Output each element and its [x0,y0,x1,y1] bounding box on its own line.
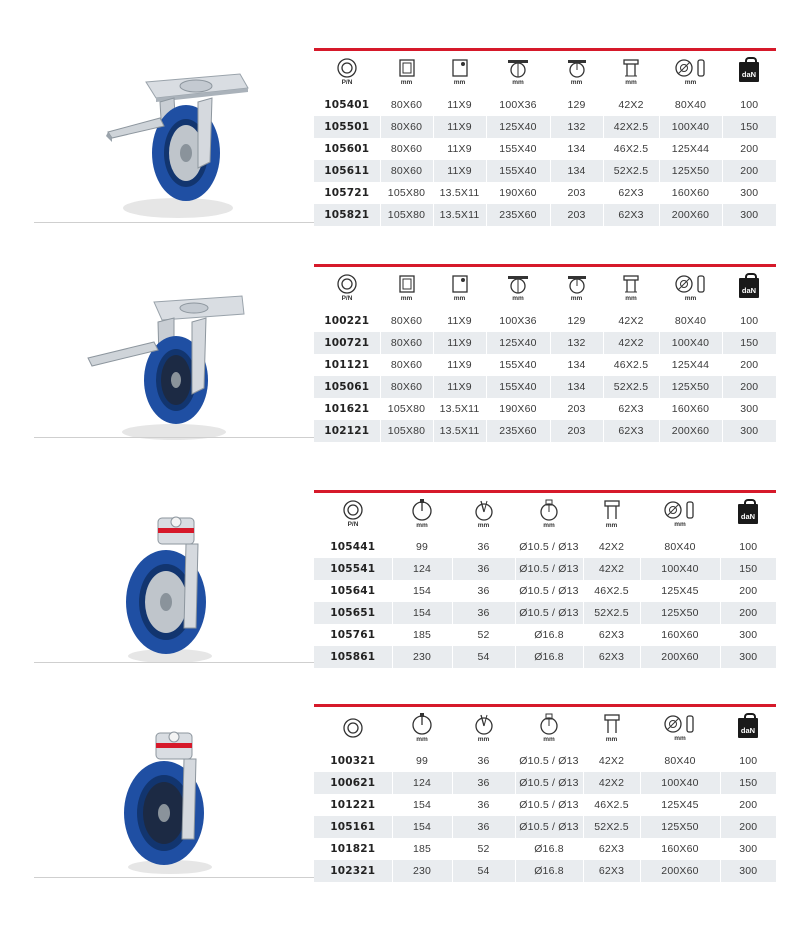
spec-cell: 11X9 [433,310,486,332]
part-number-cell: 105761 [330,628,376,641]
spec-cell: 62X3 [603,182,659,204]
wheel-width-icon [506,58,530,78]
pn-label: P/N [347,521,359,529]
unit-label: mm [625,79,637,87]
header-row [314,266,776,310]
spec-cell: 300 [720,624,776,646]
spec-cell: 200 [722,160,776,182]
wheel-diameter-icon [663,500,697,520]
spec-cell: 185 [392,838,452,860]
load-weight-icon: daN [739,278,759,298]
spec-cell: 155X40 [486,354,550,376]
washer-icon [336,274,358,294]
spec-cell: 62X3 [583,624,640,646]
spec-cell: 200 [722,354,776,376]
spec-rows [314,94,776,226]
table-row [314,536,776,558]
unit-label: mm [684,79,697,87]
spec-cell: 62X3 [603,398,659,420]
spec-cell: 134 [550,354,603,376]
spec-cell: 300 [720,838,776,860]
spec-cell: 11X9 [433,116,486,138]
table-row [314,310,776,332]
spec-cell: 46X2.5 [583,580,640,602]
spec-cell: 11X9 [433,354,486,376]
spec-cell: Ø16.8 [515,838,583,860]
part-number-cell: 105821 [314,204,380,226]
spec-cell: Ø10.5 / Ø13 [515,816,583,838]
spec-cell: 300 [720,646,776,668]
table-row [314,332,776,354]
spec-cell: Ø10.5 / Ø13 [515,772,583,794]
spec-cell: 100X36 [486,94,550,116]
spec-cell: 105X80 [380,182,433,204]
part-number-cell: 105641 [330,584,376,597]
spec-cell: 80X60 [380,310,433,332]
spec-cell: 100X40 [640,772,720,794]
part-number-cell: 102121 [314,420,380,442]
caster-image [100,510,240,665]
part-number-cell: 101121 [324,358,370,371]
spec-cell: 160X60 [659,398,722,420]
spec-cell: 36 [452,772,515,794]
spec-cell: 125X50 [640,602,720,624]
unit-label: mm [605,736,618,744]
unit-label: mm [453,79,466,87]
spec-cell: 160X60 [640,838,720,860]
spec-cell: 203 [550,182,603,204]
table-row [314,750,776,772]
spec-cell: 125X50 [659,160,722,182]
spec-cell: 100 [720,536,776,558]
spec-cell: 200 [720,816,776,838]
spec-cell: 52X2.5 [603,160,659,182]
load-weight-icon: daN [738,718,758,738]
spec-cell: 62X3 [583,860,640,882]
swivel-offset-icon [473,713,495,735]
part-number-cell: 101821 [330,842,376,855]
unit-label: mm [512,295,524,303]
spec-cell: 150 [722,116,776,138]
spec-cell: 46X2.5 [603,138,659,160]
overall-height-icon [566,58,588,78]
spec-cell: 62X3 [603,420,659,442]
spec-cell: 230 [392,646,452,668]
spec-cell: 54 [452,860,515,882]
spec-cell: 125X40 [486,116,550,138]
unit-label: mm [416,522,428,530]
spec-cell: 200 [720,602,776,624]
bolt-hole-diameter-icon [538,713,560,735]
unit-label: mm [543,736,555,744]
table-row [314,160,776,182]
unit-label: mm [570,295,583,303]
spec-cell: 125X44 [659,354,722,376]
table-row [314,420,776,442]
spec-cell: 124 [392,558,452,580]
unit-label: mm [400,79,413,87]
table-row [314,376,776,398]
spec-cell: 125X45 [640,580,720,602]
spec-cell: 300 [722,182,776,204]
spec-cell: Ø16.8 [515,860,583,882]
spec-cell: 42X2.5 [603,116,659,138]
part-number-cell: 105061 [314,376,380,398]
spec-cell: Ø16.8 [515,646,583,668]
spec-cell: 11X9 [433,332,486,354]
table-row [314,602,776,624]
spec-cell: Ø16.8 [515,624,583,646]
spec-cell: 190X60 [486,182,550,204]
spec-cell: 203 [550,204,603,226]
spec-cell: 125X50 [659,376,722,398]
spec-cell: 52X2.5 [583,602,640,624]
spec-cell: Ø10.5 / Ø13 [515,558,583,580]
spec-cell: 105X80 [380,204,433,226]
bolt-hole-plate-icon [451,58,469,78]
table-row [314,580,776,602]
overall-height-icon [411,713,433,735]
spec-cell: 200X60 [640,860,720,882]
spec-cell: 200 [720,794,776,816]
caster-image [100,725,240,875]
spec-cell: 80X40 [640,536,720,558]
part-number-cell: 105161 [314,816,392,838]
spec-table-3 [314,490,776,668]
part-number-cell: 105441 [330,540,376,553]
overall-height-icon [566,274,588,294]
spec-cell: 42X2 [603,310,659,332]
spec-cell: 155X40 [486,376,550,398]
spec-cell: 132 [550,332,603,354]
spec-cell: 13.5X11 [433,420,486,442]
spec-cell: 134 [550,138,603,160]
spec-cell: 42X2 [603,94,659,116]
spec-cell: 52X2.5 [603,376,659,398]
spec-cell: 129 [550,94,603,116]
spec-cell: 80X40 [640,750,720,772]
table-row [314,138,776,160]
spec-cell: 200 [722,376,776,398]
top-plate-icon [398,274,416,294]
spec-cell: 129 [550,310,603,332]
spec-cell: 100X40 [659,116,722,138]
part-number-cell: 105501 [314,116,380,138]
spec-cell: 154 [392,816,452,838]
table-row [314,816,776,838]
spec-cell: 155X40 [486,138,550,160]
spec-cell: 134 [550,160,603,182]
spec-cell: 100X40 [640,558,720,580]
wheel-diameter-icon [674,58,708,78]
spec-cell: 42X2 [603,332,659,354]
spec-cell: 36 [452,558,515,580]
table-row [314,398,776,420]
spec-cell: 300 [722,420,776,442]
spec-cell: 80X60 [380,376,433,398]
part-number-cell: 100621 [314,772,392,794]
table-row [314,116,776,138]
spec-cell: 99 [392,750,452,772]
spec-cell: 46X2.5 [603,354,659,376]
table-row [314,204,776,226]
caster-image [84,292,254,442]
spec-cell: Ø10.5 / Ø13 [515,536,583,558]
overall-height-icon [411,499,433,521]
spec-cell: 154 [392,602,452,624]
spec-cell: 13.5X11 [433,398,486,420]
unit-label: mm [605,522,618,530]
spec-cell: 54 [452,646,515,668]
spec-cell: 46X2.5 [583,794,640,816]
washer-icon [342,500,364,520]
spec-cell: 62X3 [603,204,659,226]
unit-label: mm [477,736,490,744]
wheel-diameter-icon [674,274,708,294]
spec-cell: 100 [722,94,776,116]
spec-cell: 36 [452,536,515,558]
part-number-cell: 105611 [314,160,380,182]
part-number-cell: 105401 [324,98,370,111]
washer-icon [342,718,364,738]
hole-spacing-icon [622,58,640,78]
spec-cell: 124 [392,772,452,794]
spec-cell: 134 [550,376,603,398]
bracket-section-icon [603,713,621,735]
spec-cell: 150 [720,558,776,580]
spec-rows [314,750,776,882]
spec-cell: 190X60 [486,398,550,420]
spec-rows [314,310,776,442]
table-row [314,558,776,580]
part-number-cell: 105721 [324,186,370,199]
table-row [314,94,776,116]
part-number-cell: 100321 [330,754,376,767]
spec-cell: 150 [722,332,776,354]
spec-cell: 200 [722,138,776,160]
spec-cell: 80X60 [380,94,433,116]
table-row [314,354,776,376]
washer-icon [336,58,358,78]
spec-cell: 36 [452,750,515,772]
header-row [314,50,776,94]
spec-cell: 80X60 [380,116,433,138]
unit-label: mm [674,521,686,529]
table-row [314,182,776,204]
spec-cell: Ø10.5 / Ø13 [515,750,583,772]
part-number-cell: 105601 [324,142,370,155]
spec-cell: 300 [722,398,776,420]
spec-cell: 300 [722,204,776,226]
spec-cell: 80X60 [380,160,433,182]
load-weight-icon: daN [739,62,759,82]
spec-cell: 80X60 [380,138,433,160]
pn-label: P/N [341,295,353,303]
spec-cell: 80X60 [380,354,433,376]
table-row [314,772,776,794]
spec-cell: 185 [392,624,452,646]
unit-label: mm [543,522,555,530]
spec-cell: 125X45 [640,794,720,816]
unit-label: mm [416,736,428,744]
spec-cell: 36 [452,580,515,602]
table-row [314,646,776,668]
spec-cell: 125X44 [659,138,722,160]
part-number-cell: 101221 [330,798,376,811]
caster-image [98,58,258,223]
spec-cell: 100X40 [659,332,722,354]
spec-cell: 42X2 [583,536,640,558]
spec-cell: 80X40 [659,94,722,116]
spec-cell: 200X60 [659,204,722,226]
header-row [314,492,776,536]
spec-cell: 42X2 [583,558,640,580]
spec-cell: 11X9 [433,376,486,398]
spec-cell: 13.5X11 [433,182,486,204]
unit-label: mm [684,295,697,303]
spec-cell: 125X40 [486,332,550,354]
spec-cell: 125X50 [640,816,720,838]
table-row [314,794,776,816]
spec-cell: 105X80 [380,398,433,420]
part-number-cell: 105651 [314,602,392,624]
spec-cell: 62X3 [583,646,640,668]
unit-label: mm [674,735,686,743]
load-weight-icon: daN [738,504,758,524]
spec-cell: 36 [452,794,515,816]
spec-cell: 203 [550,398,603,420]
spec-cell: 36 [452,816,515,838]
unit-label: mm [570,79,583,87]
pn-label: P/N [341,79,353,87]
spec-cell: 132 [550,116,603,138]
spec-cell: Ø10.5 / Ø13 [515,602,583,624]
table-row [314,624,776,646]
spec-cell: 230 [392,860,452,882]
spec-cell: 52X2.5 [583,816,640,838]
spec-table-1 [314,48,776,226]
spec-cell: 11X9 [433,160,486,182]
spec-cell: 11X9 [433,94,486,116]
spec-cell: 52 [452,838,515,860]
spec-cell: 11X9 [433,138,486,160]
spec-cell: 235X60 [486,204,550,226]
spec-rows [314,536,776,668]
part-number-cell: 101621 [324,402,370,415]
wheel-width-icon [506,274,530,294]
spec-cell: 100 [720,750,776,772]
spec-cell: 13.5X11 [433,204,486,226]
spec-cell: 80X60 [380,332,433,354]
unit-label: mm [400,295,413,303]
spec-cell: 62X3 [583,838,640,860]
table-row [314,860,776,882]
spec-cell: Ø10.5 / Ø13 [515,580,583,602]
spec-cell: 160X60 [659,182,722,204]
unit-label: mm [477,522,490,530]
spec-cell: 52 [452,624,515,646]
spec-cell: 235X60 [486,420,550,442]
spec-cell: 300 [720,860,776,882]
spec-cell: 200 [720,580,776,602]
part-number-cell: 102321 [314,860,392,882]
spec-cell: 42X2 [583,772,640,794]
bolt-hole-diameter-icon [538,499,560,521]
spec-cell: 203 [550,420,603,442]
spec-cell: 150 [720,772,776,794]
spec-cell: 99 [392,536,452,558]
spec-cell: 100X36 [486,310,550,332]
spec-cell: 160X60 [640,624,720,646]
unit-label: mm [625,295,637,303]
part-number-cell: 105861 [314,646,392,668]
spec-cell: 80X40 [659,310,722,332]
unit-label: mm [512,79,524,87]
part-number-cell: 100721 [314,332,380,354]
part-number-cell: 100221 [324,314,370,327]
spec-cell: 100 [722,310,776,332]
spec-cell: 42X2 [583,750,640,772]
wheel-diameter-icon [663,714,697,734]
header-row [314,706,776,750]
part-number-cell: 105541 [314,558,392,580]
spec-table-4 [314,704,776,882]
hole-spacing-icon [622,274,640,294]
bracket-section-icon [603,499,621,521]
spec-cell: 154 [392,580,452,602]
unit-label: mm [453,295,466,303]
spec-cell: 200X60 [640,646,720,668]
spec-cell: 36 [452,602,515,624]
spec-table-2 [314,264,776,442]
table-row [314,838,776,860]
spec-cell: 200X60 [659,420,722,442]
spec-cell: Ø10.5 / Ø13 [515,794,583,816]
spec-cell: 105X80 [380,420,433,442]
spec-cell: 155X40 [486,160,550,182]
bolt-hole-plate-icon [451,274,469,294]
top-plate-icon [398,58,416,78]
swivel-offset-icon [473,499,495,521]
spec-cell: 154 [392,794,452,816]
